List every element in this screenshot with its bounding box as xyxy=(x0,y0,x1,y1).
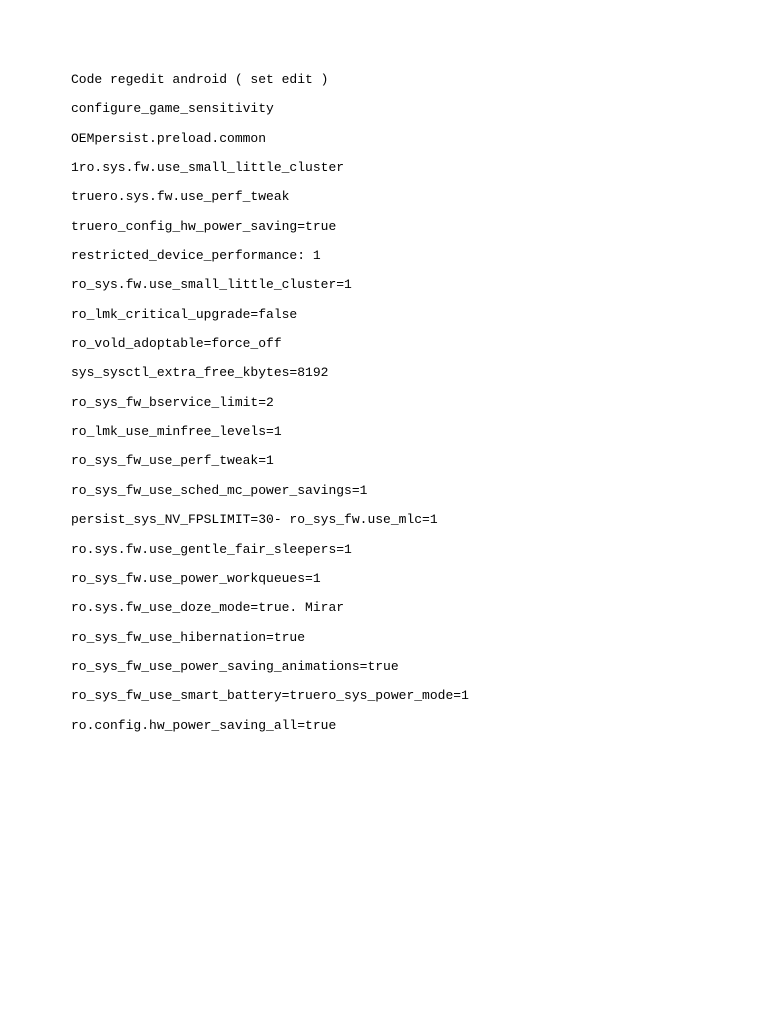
text-line: ro_lmk_use_minfree_levels=1 xyxy=(71,424,282,440)
text-line: OEMpersist.preload.common xyxy=(71,130,267,146)
text-line: ro_sys_fw_use_sched_mc_power_savings=1 xyxy=(71,482,368,498)
text-line: ro.sys.fw.use_gentle_fair_sleepers=1 xyxy=(71,541,352,557)
text-line: sys_sysctl_extra_free_kbytes=8192 xyxy=(71,365,329,381)
text-line: ro_sys_fw_use_smart_battery=truero_sys_power_mode=1 xyxy=(71,688,469,704)
text-line: 1ro.sys.fw.use_small_little_cluster xyxy=(71,160,345,176)
text-line: ro_sys_fw_use_perf_tweak=1 xyxy=(71,453,274,469)
text-line: Code regedit android ( set edit ) xyxy=(71,72,329,87)
text-line: ro.sys.fw_use_doze_mode=true. Mirar xyxy=(71,600,345,616)
text-line: ro_sys_fw_use_hibernation=true xyxy=(71,629,306,645)
text-line: truero_config_hw_power_saving=true xyxy=(71,218,337,234)
text-line: ro_sys.fw.use_small_little_cluster=1 xyxy=(71,277,352,293)
text-line: ro_sys_fw.use_power_workqueues=1 xyxy=(71,570,321,586)
text-line: truero.sys.fw.use_perf_tweak xyxy=(71,189,290,205)
text-line: configure_game_sensitivity xyxy=(71,101,274,117)
text-body xyxy=(71,71,469,746)
text-line: ro_sys_fw_bservice_limit=2 xyxy=(71,394,274,410)
text-line: restricted_device_performance: 1 xyxy=(71,248,321,264)
text-line: ro_lmk_critical_upgrade=false xyxy=(71,306,298,322)
text-line: ro_vold_adoptable=force_off xyxy=(71,336,282,352)
text-line: persist_sys_NV_FPSLIMIT=30- ro_sys_fw.use_mlc=1 xyxy=(71,512,438,528)
text-line: ro.config.hw_power_saving_all=true xyxy=(71,717,337,733)
text-line: ro_sys_fw_use_power_saving_animations=true xyxy=(71,658,399,674)
